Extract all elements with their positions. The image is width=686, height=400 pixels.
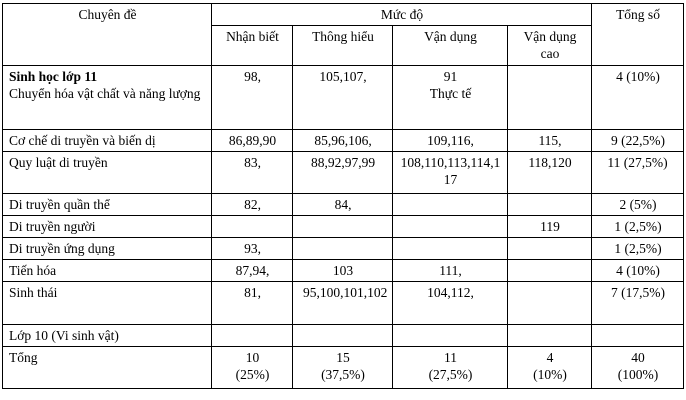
- cell-nhan-biet: 98,: [212, 66, 293, 130]
- cell-total: 7 (17,5%): [592, 282, 684, 325]
- summary-van-dung-cao: [508, 347, 592, 389]
- summary-van-dung-percent: (27,5%): [428, 367, 473, 382]
- topic-name: Lớp 10 (Vi sinh vật): [3, 325, 212, 347]
- header-level-van-dung-cao: Vận dụng cao: [508, 26, 592, 66]
- cell-van-dung-cao: 118,120: [508, 152, 592, 194]
- cell-van-dung: 104,112,: [393, 282, 508, 325]
- cell-thong-hieu: 105,107,: [293, 66, 393, 130]
- topic-title: Sinh học lớp 11: [9, 69, 98, 84]
- exam-matrix-table: [2, 3, 684, 389]
- cell-total: 1 (2,5%): [592, 216, 684, 238]
- topic-name: Cơ chế di truyền và biến dị: [3, 130, 212, 152]
- cell-thong-hieu: [293, 325, 393, 347]
- table-row: [3, 66, 684, 130]
- cell-van-dung-cao: 115,: [508, 130, 592, 152]
- header-row-1: [3, 4, 684, 26]
- cell-thong-hieu: [293, 238, 393, 260]
- summary-thong-hieu-percent: (37,5%): [321, 367, 365, 382]
- cell-nhan-biet: 82,: [212, 194, 293, 216]
- summary-total-percent: (100%): [617, 367, 659, 382]
- cell-van-dung-cao: [508, 238, 592, 260]
- table-row: [3, 216, 684, 238]
- topic-name: Chuyển hóa vật chất và năng lượng: [9, 86, 201, 101]
- topic-name: Sinh thái: [3, 282, 212, 325]
- cell-van-dung: [393, 325, 508, 347]
- table-row: [3, 238, 684, 260]
- summary-thong-hieu-count: 15: [336, 350, 350, 365]
- topic-name: Di truyền quần thể: [3, 194, 212, 216]
- cell-thong-hieu: 88,92,97,99: [293, 152, 393, 194]
- cell-nhan-biet: 93,: [212, 238, 293, 260]
- summary-van-dung: [393, 347, 508, 389]
- cell-van-dung-value: 91: [443, 69, 458, 84]
- cell-van-dung: [393, 66, 508, 130]
- cell-nhan-biet: 81,: [212, 282, 293, 325]
- topic-name: Di truyền người: [3, 216, 212, 238]
- cell-total: [592, 325, 684, 347]
- summary-nhan-biet-percent: (25%): [235, 367, 270, 382]
- cell-thong-hieu: 84,: [293, 194, 393, 216]
- summary-row: [3, 347, 684, 389]
- topic-name: Tiến hóa: [3, 260, 212, 282]
- cell-thong-hieu: 85,96,106,: [293, 130, 393, 152]
- cell-van-dung: 109,116,: [393, 130, 508, 152]
- topic-cell: [3, 66, 212, 130]
- cell-van-dung-cao: [508, 325, 592, 347]
- cell-van-dung-cao: [508, 282, 592, 325]
- matrix-table-wrapper: [2, 3, 684, 389]
- cell-van-dung: [393, 238, 508, 260]
- cell-total: 4 (10%): [592, 260, 684, 282]
- cell-van-dung: [393, 194, 508, 216]
- cell-total: 9 (22,5%): [592, 130, 684, 152]
- summary-van-dung-cao-percent: (10%): [533, 367, 567, 382]
- summary-van-dung-cao-count: 4: [546, 350, 554, 365]
- header-level: Mức độ: [212, 4, 592, 26]
- cell-nhan-biet: 83,: [212, 152, 293, 194]
- summary-van-dung-count: 11: [444, 350, 457, 365]
- table-row: [3, 152, 684, 194]
- cell-nhan-biet: 86,89,90: [212, 130, 293, 152]
- cell-van-dung: 108,110,113,114,117: [393, 152, 508, 194]
- cell-van-dung-cao: [508, 194, 592, 216]
- cell-total: 11 (27,5%): [592, 152, 684, 194]
- summary-nhan-biet-count: 10: [245, 350, 260, 365]
- header-level-nhan-biet: Nhận biết: [212, 26, 293, 66]
- summary-total-count: 40: [631, 350, 645, 365]
- table-row: [3, 194, 684, 216]
- table-row: [3, 282, 684, 325]
- cell-nhan-biet: 87,94,: [212, 260, 293, 282]
- cell-van-dung-cao: 119: [508, 216, 592, 238]
- header-topic: Chuyên đề: [3, 4, 212, 66]
- table-row: [3, 260, 684, 282]
- cell-van-dung-cao: [508, 260, 592, 282]
- cell-total: 4 (10%): [592, 66, 684, 130]
- cell-total: 1 (2,5%): [592, 238, 684, 260]
- cell-thong-hieu: 103: [293, 260, 393, 282]
- topic-name: Di truyền ứng dụng: [3, 238, 212, 260]
- cell-thong-hieu: [293, 216, 393, 238]
- cell-thong-hieu: 95,100,101,102: [293, 282, 393, 325]
- header-level-thong-hieu: Thông hiểu: [293, 26, 393, 66]
- summary-label: Tổng: [3, 347, 212, 389]
- cell-nhan-biet: [212, 325, 293, 347]
- summary-thong-hieu: [293, 347, 393, 389]
- summary-nhan-biet: [212, 347, 293, 389]
- cell-nhan-biet: [212, 216, 293, 238]
- cell-van-dung-cao: [508, 66, 592, 130]
- cell-van-dung: [393, 216, 508, 238]
- header-level-van-dung: Vận dụng: [393, 26, 508, 66]
- table-row: [3, 325, 684, 347]
- topic-name: Quy luật di truyền: [3, 152, 212, 194]
- cell-van-dung-note: Thực tế: [429, 86, 472, 101]
- cell-total: 2 (5%): [592, 194, 684, 216]
- header-total: Tổng số: [592, 4, 684, 66]
- cell-van-dung: 111,: [393, 260, 508, 282]
- summary-total: [592, 347, 684, 389]
- table-row: [3, 130, 684, 152]
